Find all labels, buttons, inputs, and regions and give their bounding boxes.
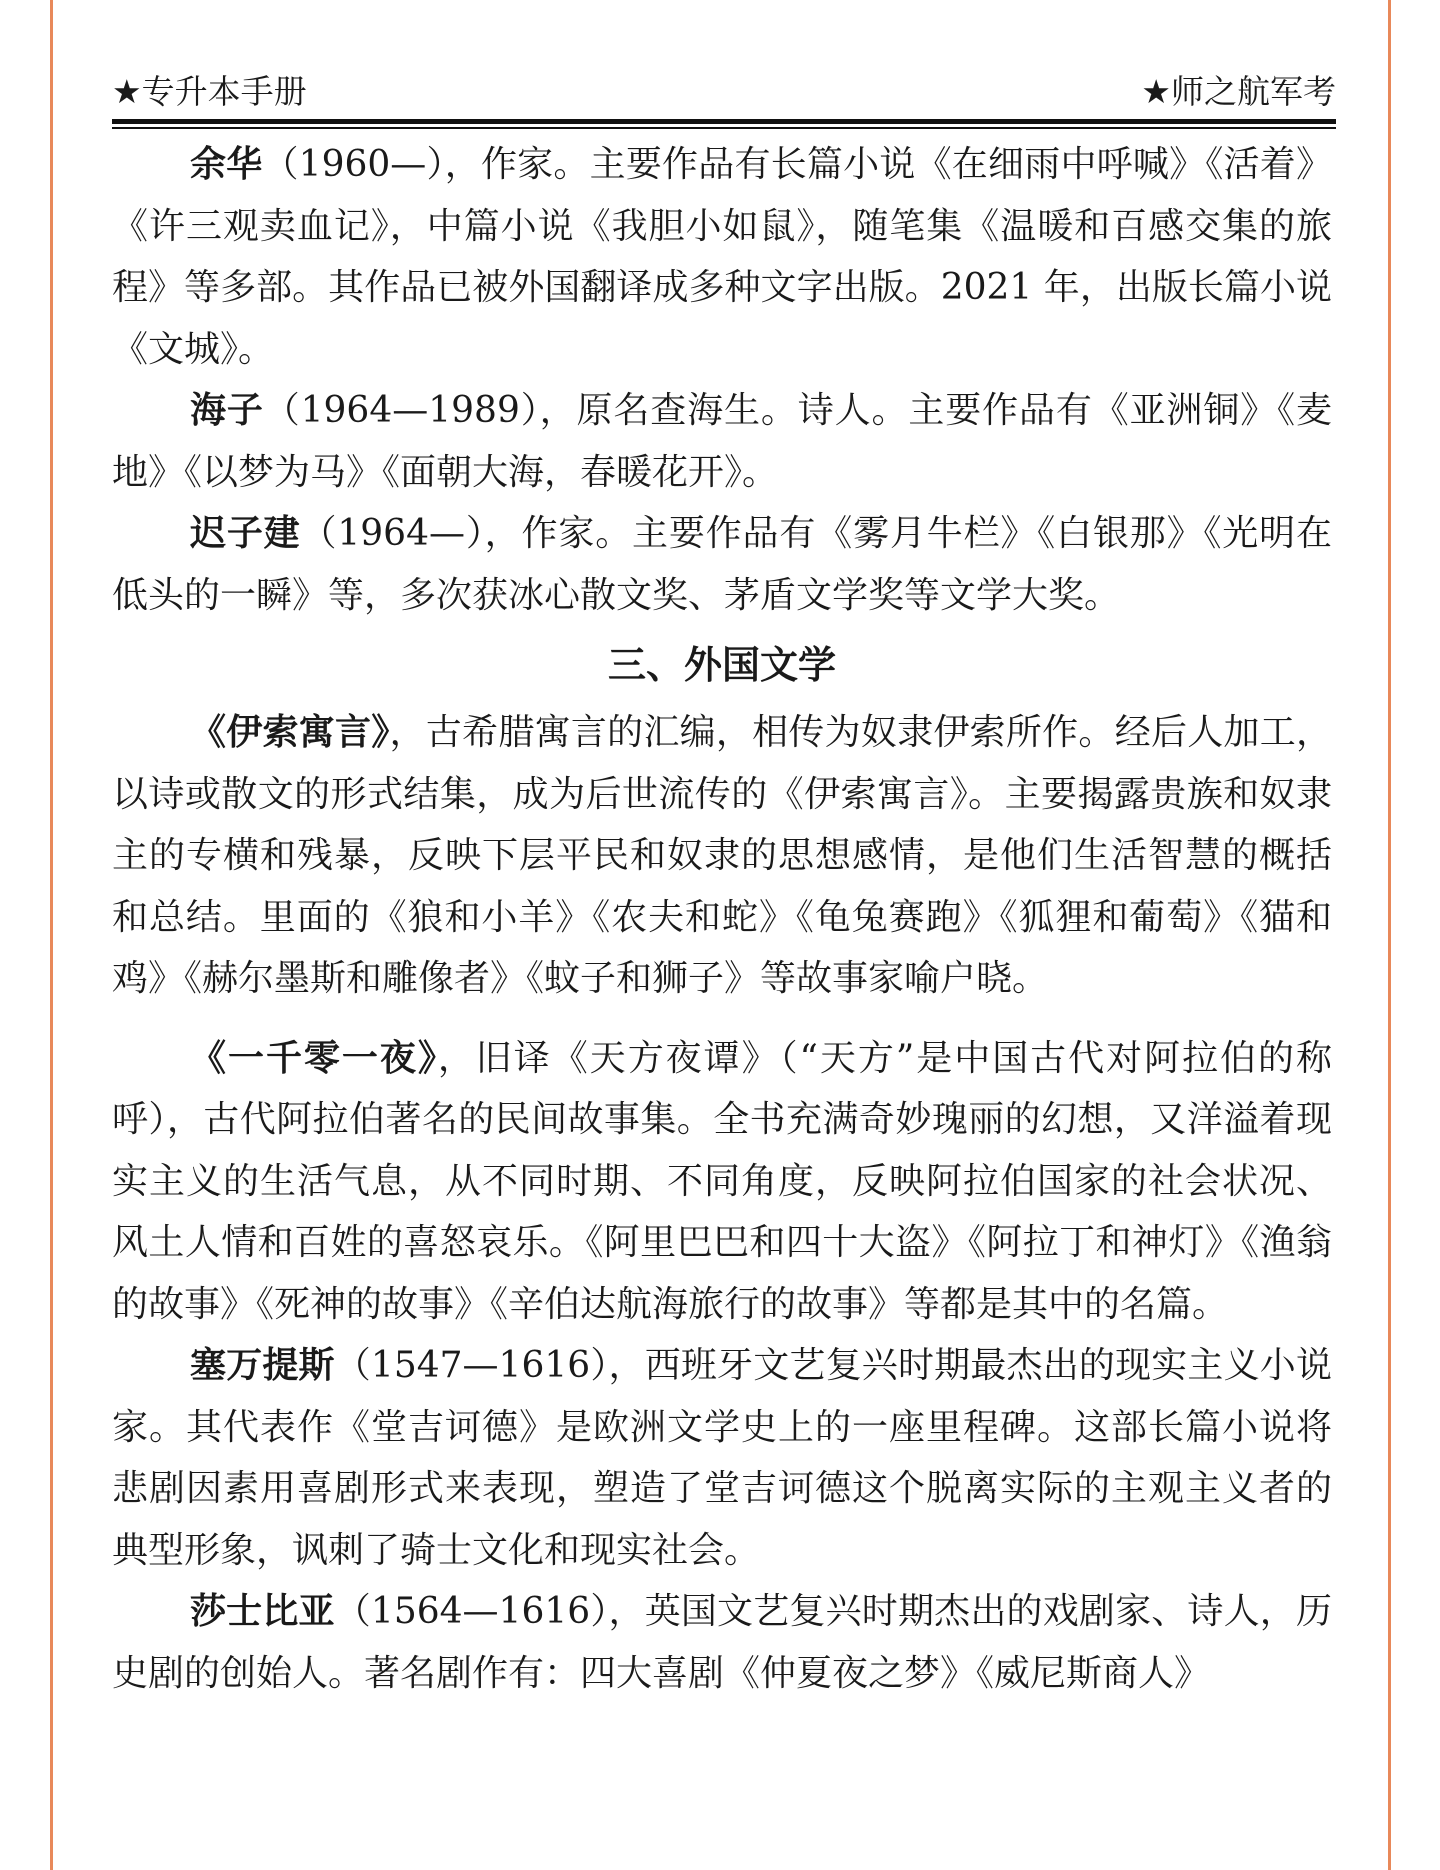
entry-cervantes xyxy=(112,1335,1332,1581)
entry-yu-hua xyxy=(112,134,1332,380)
entry-term: 莎士比亚 xyxy=(190,1590,335,1632)
entry-text: （1964—），作家。主要作品有《雾月牛栏》《白银那》《光明在低头的一瞬》等，多次获冰心散文奖、茅盾文学奖等文学大奖。 xyxy=(112,513,1332,616)
entry-term: 余华 xyxy=(190,143,263,185)
entry-term: 《一千零一夜》 xyxy=(190,1036,438,1079)
entry-text: ，古希腊寓言的汇编，相传为奴隶伊索所作。经后人加工，以诗或散文的形式结集，成为后世流传的《伊索寓言》。主要揭露贵族和奴隶主的专横和残暴，反映下层平民和奴隶的思想感情，是他们生活智慧的概括和总结。里面的《狼和小羊》《农夫和蛇》《龟兔赛跑》《狐狸和葡萄》《猫和鸡》《赫尔墨斯和雕像者》《蚊子和狮子》等故事家喻户晓。 xyxy=(112,712,1332,999)
entry-aesop-fables xyxy=(112,702,1332,1010)
entry-chi-zijian xyxy=(112,503,1332,626)
page-header xyxy=(112,64,1336,114)
document-body xyxy=(112,134,1332,1704)
page-border-right xyxy=(1388,0,1391,1870)
entry-text: （1564—1616），英国文艺复兴时期杰出的戏剧家、诗人，历史剧的创始人。著名剧作有：四大喜剧《仲夏夜之梦》《威尼斯商人》 xyxy=(112,1591,1332,1694)
entry-term: 《伊索寓言》 xyxy=(190,711,390,753)
header-rule-thick xyxy=(112,119,1336,124)
entry-text: ，旧译《天方夜谭》（“天方”是中国古代对阿拉伯的称呼），古代阿拉伯著名的民间故事集。全书充满奇妙瑰丽的幻想，又洋溢着现实主义的生活气息，从不同时期、不同角度，反映阿拉伯国家的社会状况、风土人情和百姓的喜怒哀乐。《阿里巴巴和四十大盗》《阿拉丁和神灯》《渔翁的故事》《死神的故事》《辛伯达航海旅行的故事》等都是其中的名篇。 xyxy=(112,1037,1332,1325)
section-title: 三、外国文学 xyxy=(607,643,836,687)
entry-text: （1960—），作家。主要作品有长篇小说《在细雨中呼喊》《活着》《许三观卖血记》，中篇小说《我胆小如鼠》，随笔集《温暖和百感交集的旅程》等多部。其作品已被外国翻译成多种文字出版。2021 年，出版长篇小说《文城》。 xyxy=(112,144,1332,370)
entry-shakespeare xyxy=(112,1581,1332,1704)
entry-hai-zi xyxy=(112,380,1332,503)
header-left-title: ★专升本手册 xyxy=(112,72,307,111)
page-border-left xyxy=(50,0,53,1870)
entry-term: 迟子建 xyxy=(190,512,301,554)
header-rule-thin xyxy=(112,127,1336,129)
entry-text: （1547—1616），西班牙文艺复兴时期最杰出的现实主义小说家。其代表作《堂吉诃德》是欧洲文学史上的一座里程碑。这部长篇小说将悲剧因素用喜剧形式来表现，塑造了堂吉诃德这个脱离实际的主观主义者的典型形象，讽刺了骑士文化和现实社会。 xyxy=(112,1345,1332,1571)
entry-term: 塞万提斯 xyxy=(190,1344,335,1386)
entry-text: （1964—1989），原名查海生。诗人。主要作品有《亚洲铜》《麦地》《以梦为马》《面朝大海，春暖花开》。 xyxy=(112,390,1332,493)
header-right-title: ★师之航军考 xyxy=(1141,72,1336,111)
entry-arabian-nights xyxy=(112,1028,1332,1336)
entry-term: 海子 xyxy=(190,389,264,431)
